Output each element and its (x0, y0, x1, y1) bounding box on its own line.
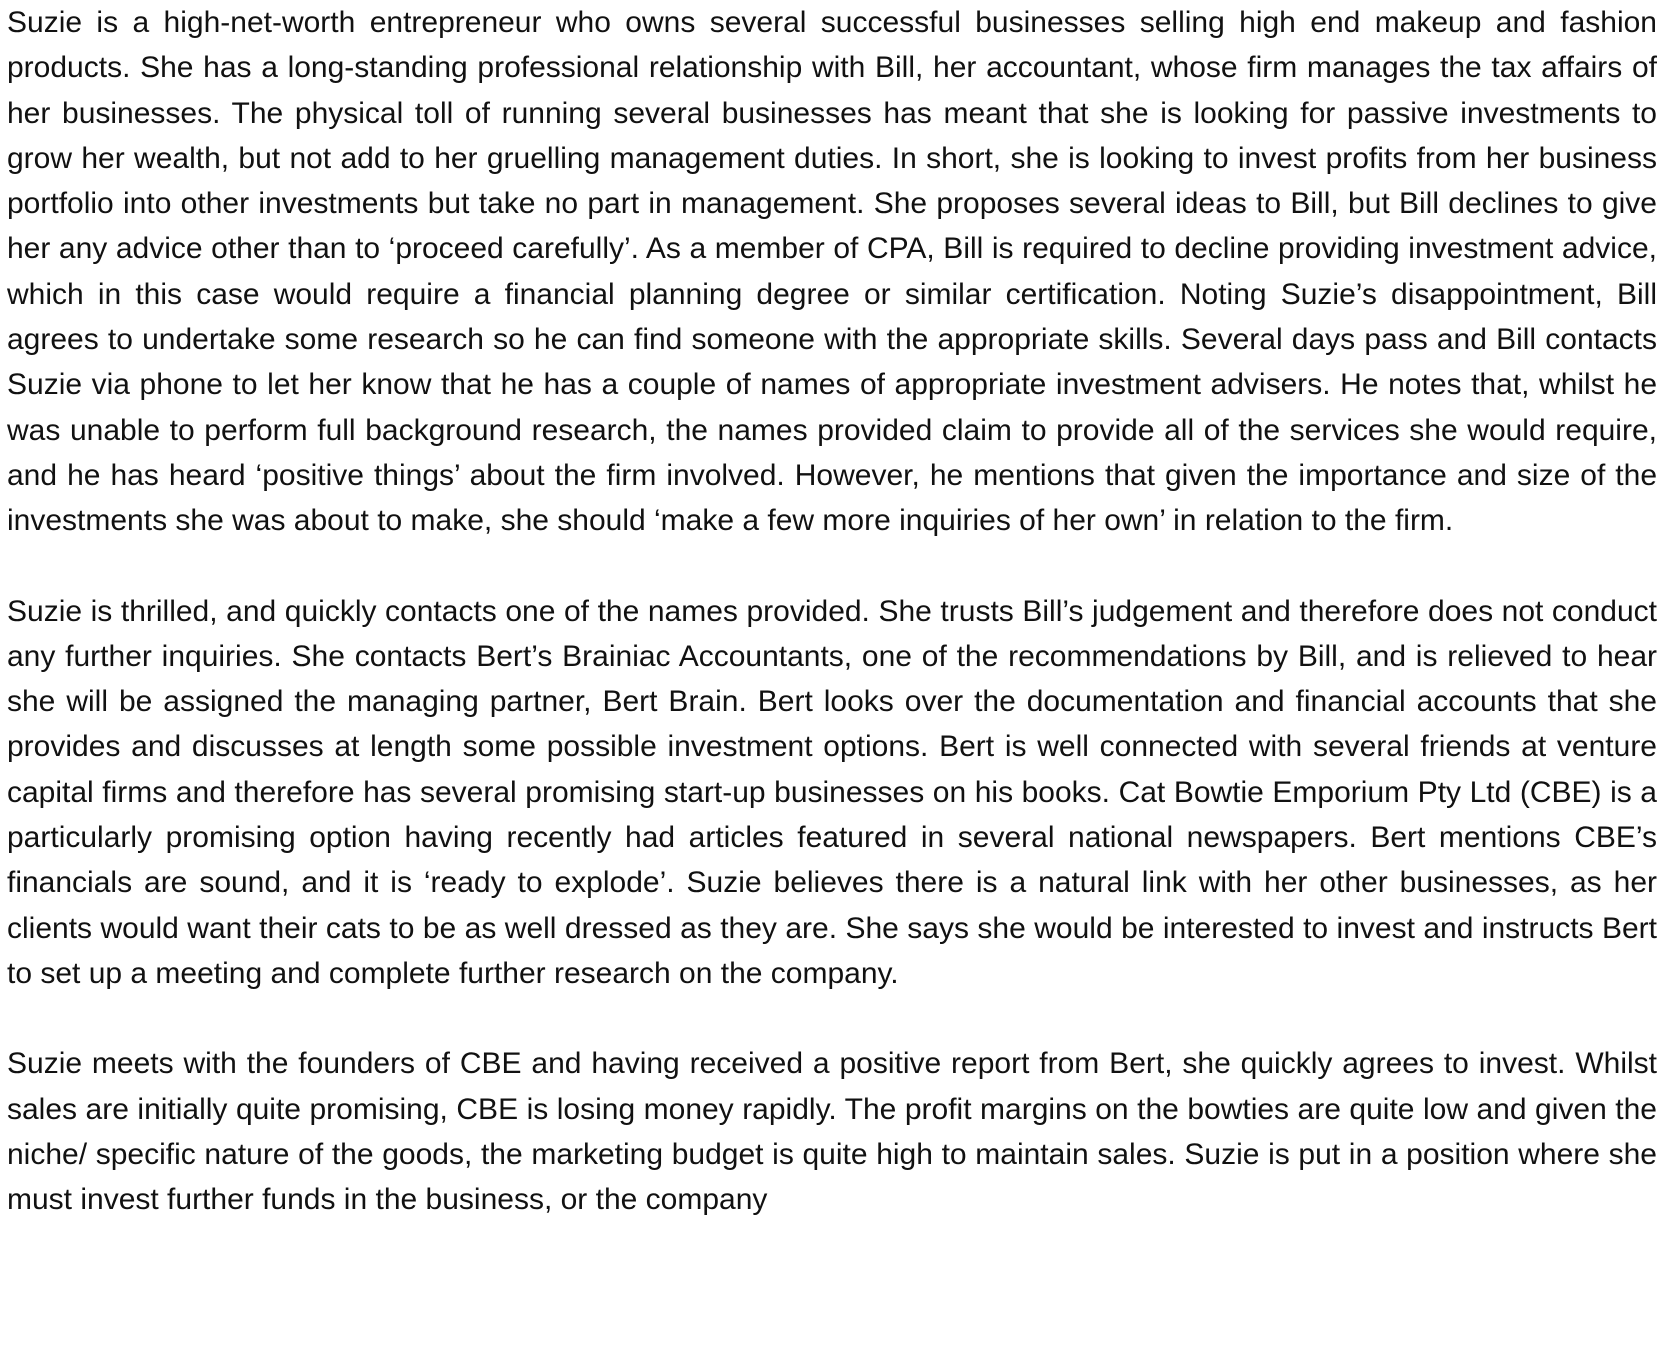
paragraph-3: Suzie meets with the founders of CBE and having received a positive report from Bert, she quickly agrees to invest. Whilst sales are initially quite promising, CBE is losing money rapidly. The profit margins on the bowties are quite low and given the niche/ specific nature of the goods, the marketing budget is quite high to maintain sales. Suzie is put in a position where she must invest further funds in the business, or the company (7, 1047, 1657, 1217)
paragraph-2: Suzie is thrilled, and quickly contacts one of the names provided. She trusts Bill’s judgement and therefore does not conduct any further inquiries. She contacts Bert’s Brainiac Accountants, one of the recommendations by Bill, and is relieved to hear she will be assigned the managing partner, Bert Brain. Bert looks over the documentation and financial accounts that she provides and discusses at length some possible investment options. Bert is well connected with several friends at venture capital firms and therefore has several promising start-up businesses on his books. Cat Bowtie Emporium Pty Ltd (CBE) is a particularly promising option having recently had articles featured in several national newspapers. Bert mentions CBE’s financials are sound, and it is ‘ready to explode’. Suzie believes there is a natural link with her other businesses, as her clients would want their cats to be as well dressed as they are. She says she would be interested to invest and instructs Bert to set up a meeting and complete further research on the company. (7, 594, 1657, 990)
paragraph-1: Suzie is a high-net-worth entrepreneur who owns several successful businesses selling high end makeup and fashion products. She has a long-standing professional relationship with Bill, her accountant, whose firm manages the tax affairs of her businesses. The physical toll of running several businesses has meant that she is looking for passive investments to grow her wealth, but not add to her gruelling management duties. In short, she is looking to invest profits from her business portfolio into other investments but take no part in management. She proposes several ideas to Bill, but Bill declines to give her any advice other than to ‘proceed carefully’. As a member of CPA, Bill is required to decline providing investment advice, which in this case would require a financial planning degree or similar certification. Noting Suzie’s disappointment, Bill agrees to undertake some research so he can find someone with the appropriate skills. Several days pass and Bill contacts Suzie via phone to let her know that he has a couple of names of appropriate investment advisers. He notes that, whilst he was unable to perform full background research, the names provided claim to provide all of the services she would require, and he has heard ‘positive things’ about the firm involved. However, he mentions that given the importance and size of the investments she was about to make, she should ‘make a few more inquiries of her own’ in relation to the firm. (7, 6, 1657, 538)
document-page (7, 0, 1657, 1353)
